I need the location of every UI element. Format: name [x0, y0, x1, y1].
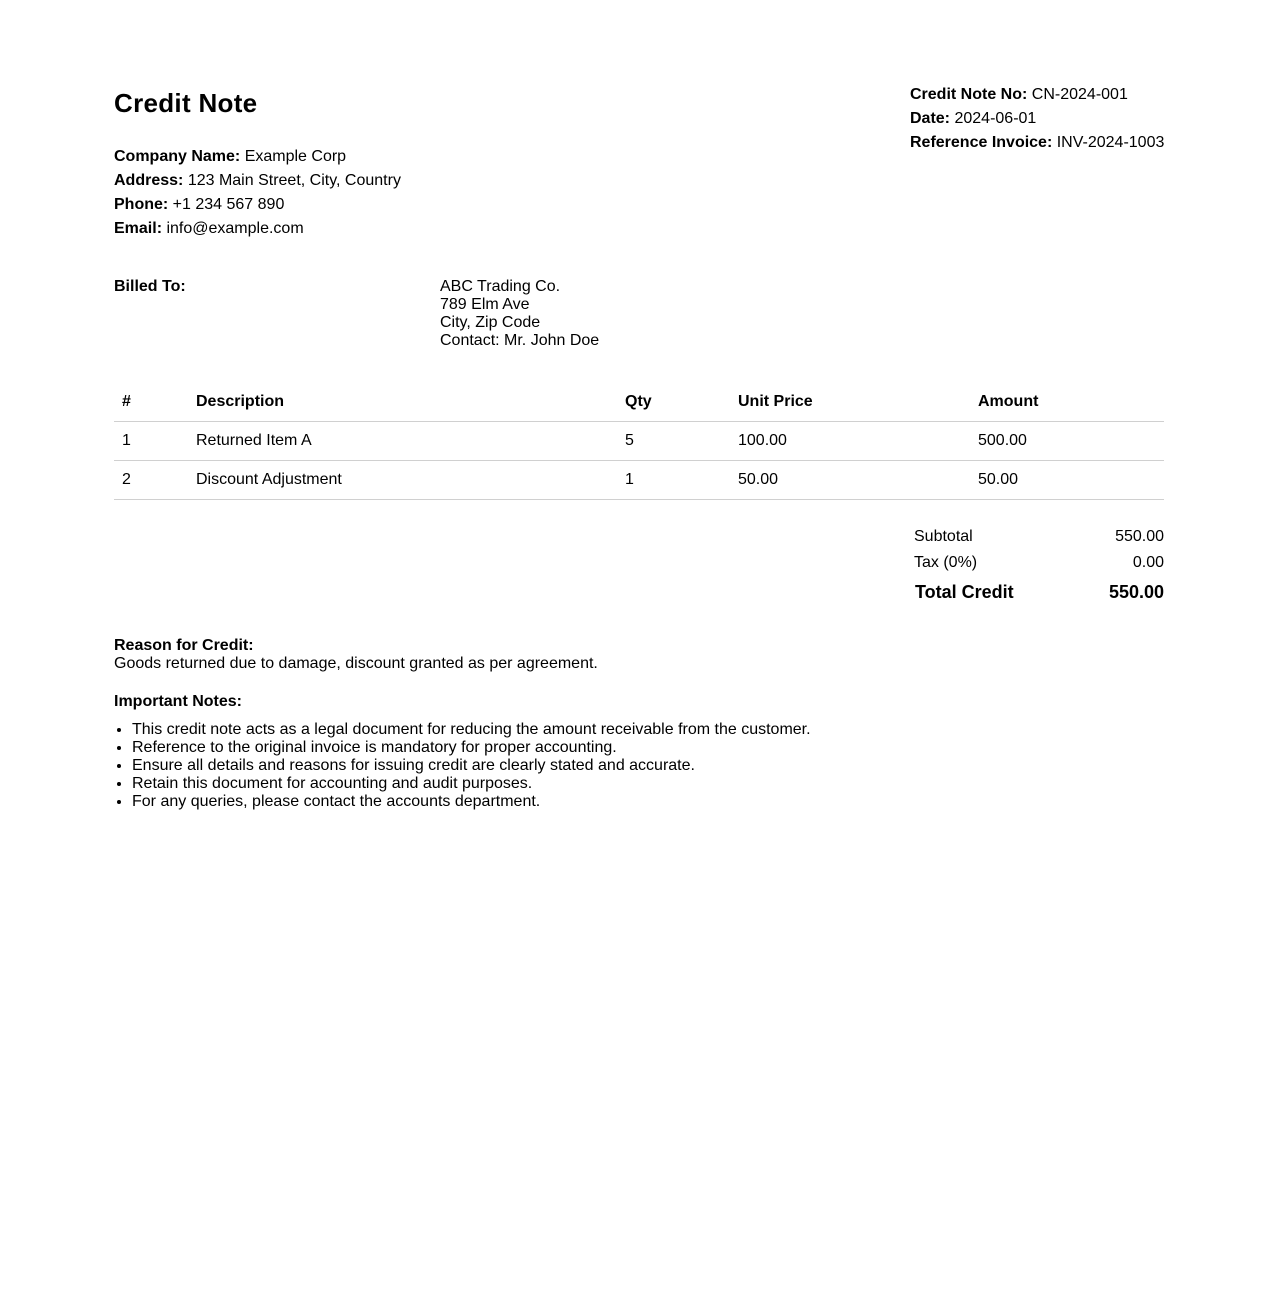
reference-invoice-value: INV-2024-1003	[1056, 134, 1165, 151]
list-item: • Reference to the original invoice is mandatory for proper accounting.	[132, 739, 811, 757]
cell-unit-price: 100.00	[730, 422, 970, 461]
reason-label: Reason for Credit:	[114, 637, 254, 654]
company-info	[114, 145, 401, 241]
list-item: • Retain this document for accounting and audit purposes.	[132, 775, 811, 793]
company-address-label: Address:	[114, 172, 184, 189]
company-email-value: info@example.com	[166, 220, 304, 237]
cell-number: 2	[114, 461, 188, 500]
column-header-number: #	[114, 383, 188, 422]
company-email-label: Email:	[114, 220, 163, 237]
items-table	[114, 383, 1164, 500]
credit-note-meta	[910, 83, 1164, 155]
credit-note-number-label: Credit Note No:	[910, 86, 1028, 103]
reference-invoice-label: Reference Invoice:	[910, 134, 1053, 151]
totals-block	[914, 525, 1164, 607]
column-header-amount: Amount	[970, 383, 1164, 422]
cell-amount: 50.00	[970, 461, 1164, 500]
cell-qty: 1	[617, 461, 730, 500]
column-header-description: Description	[188, 383, 617, 422]
tax-value: 0.00	[1132, 554, 1164, 571]
company-name-value: Example Corp	[244, 148, 347, 165]
subtotal-label: Subtotal	[914, 528, 973, 545]
total-credit-value: 550.00	[1108, 582, 1164, 602]
reference-invoice-line	[910, 131, 1164, 155]
billed-to-label: Billed To:	[114, 278, 186, 295]
company-email-line	[114, 217, 401, 241]
reason-section	[114, 637, 598, 673]
cell-unit-price: 50.00	[730, 461, 970, 500]
company-address-line	[114, 169, 401, 193]
company-phone-line	[114, 193, 401, 217]
column-header-unit-price: Unit Price	[730, 383, 970, 422]
credit-note-number-line	[910, 83, 1164, 107]
important-notes-list	[114, 721, 811, 811]
company-name-label: Company Name:	[114, 148, 241, 165]
date-line	[910, 107, 1164, 131]
important-notes-label: Important Notes:	[114, 693, 242, 710]
tax-row	[914, 551, 1164, 577]
billed-to-line: 789 Elm Ave	[440, 296, 530, 313]
billed-to-line: Contact: Mr. John Doe	[440, 332, 600, 349]
company-phone-value: +1 234 567 890	[172, 196, 285, 213]
credit-note-page	[114, 0, 1164, 1300]
column-header-qty: Qty	[617, 383, 730, 422]
tax-label: Tax (0%)	[914, 554, 978, 571]
billed-to-line: ABC Trading Co.	[440, 278, 561, 295]
credit-note-number-value: CN-2024-001	[1031, 86, 1128, 103]
list-item: • For any queries, please contact the accounts department.	[132, 793, 811, 811]
billed-to-address	[440, 278, 599, 350]
document-title: Credit Note	[114, 88, 258, 118]
reason-text: Goods returned due to damage, discount granted as per agreement.	[114, 655, 598, 672]
billed-to-line: City, Zip Code	[440, 314, 541, 331]
cell-description: Discount Adjustment	[188, 461, 617, 500]
cell-amount: 500.00	[970, 422, 1164, 461]
total-credit-label: Total Credit	[915, 582, 1014, 602]
list-item: • This credit note acts as a legal document for reducing the amount receivable from the customer.	[132, 721, 811, 739]
cell-qty: 5	[617, 422, 730, 461]
subtotal-row	[914, 525, 1164, 551]
company-name-line	[114, 145, 401, 169]
company-phone-label: Phone:	[114, 196, 169, 213]
total-credit-row	[914, 577, 1164, 607]
items-header-row	[114, 383, 1164, 422]
date-value: 2024-06-01	[954, 110, 1037, 127]
subtotal-value: 550.00	[1115, 528, 1164, 545]
cell-number: 1	[114, 422, 188, 461]
table-row	[114, 461, 1164, 500]
cell-description: Returned Item A	[188, 422, 617, 461]
date-label: Date:	[910, 110, 951, 127]
table-row	[114, 422, 1164, 461]
company-address-value: 123 Main Street, City, Country	[187, 172, 401, 189]
list-item: • Ensure all details and reasons for issuing credit are clearly stated and accurate.	[132, 757, 811, 775]
